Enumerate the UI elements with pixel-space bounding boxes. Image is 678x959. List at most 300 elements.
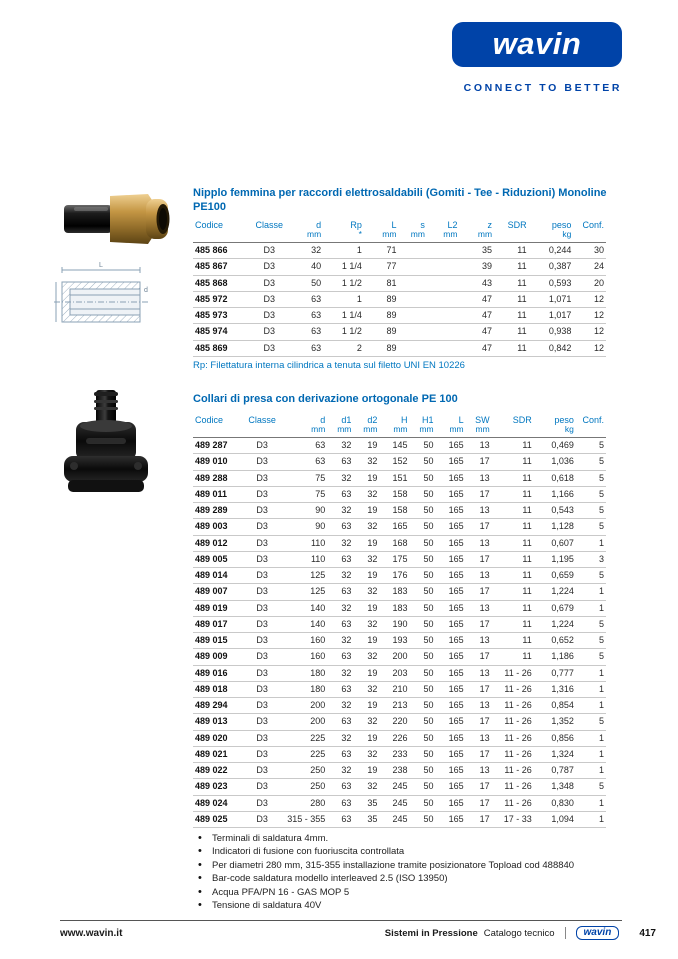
table-cell: 63: [291, 308, 324, 324]
table-cell: 5: [576, 486, 606, 502]
table-cell: 63: [327, 795, 353, 811]
table-cell: 1,195: [534, 551, 576, 567]
table-cell: 75: [281, 486, 327, 502]
table-cell: 200: [281, 698, 327, 714]
table-cell: 11: [492, 503, 534, 519]
table-cell: 0,938: [529, 324, 574, 340]
table-cell: 19: [353, 698, 379, 714]
table-cell: 1,186: [534, 649, 576, 665]
table-cell: 71: [364, 243, 399, 259]
table-cell: 50: [409, 616, 435, 632]
table-header-row: [193, 414, 606, 438]
section-title-collari: Collari di presa con derivazione ortogonale PE 100: [193, 393, 458, 405]
table-cell: 50: [409, 649, 435, 665]
table-cell: 0,652: [534, 633, 576, 649]
table-cell: 489 009: [193, 649, 243, 665]
table-row: [193, 438, 606, 454]
table-cell: D3: [248, 324, 291, 340]
table-cell: 11 - 26: [492, 714, 534, 730]
table-cell: 50: [409, 811, 435, 827]
table-cell: 5: [576, 714, 606, 730]
table-cell: 32: [327, 665, 353, 681]
table-cell: [427, 324, 460, 340]
table-cell: 489 011: [193, 486, 243, 502]
table-cell: 63: [291, 291, 324, 307]
table-cell: 489 005: [193, 551, 243, 567]
table-cell: 165: [436, 616, 466, 632]
note-item: • Bar-code saldatura modello interleaved 2.5 (ISO 13950): [196, 873, 616, 885]
table-cell: 35: [353, 795, 379, 811]
table-cell: 32: [353, 486, 379, 502]
table-cell: 63: [327, 551, 353, 567]
table-cell: 50: [409, 584, 435, 600]
table-cell: 89: [364, 291, 399, 307]
table-row: [193, 665, 606, 681]
column-header: d2 mm: [353, 414, 379, 438]
table-cell: 11: [492, 438, 534, 454]
table-cell: 200: [281, 714, 327, 730]
table-cell: 165: [436, 681, 466, 697]
table-cell: 11: [492, 519, 534, 535]
table-row: [193, 308, 606, 324]
table-cell: 165: [436, 698, 466, 714]
table-cell: 165: [436, 730, 466, 746]
table-cell: 17: [466, 714, 492, 730]
table-cell: 19: [353, 730, 379, 746]
table-cell: 1,348: [534, 779, 576, 795]
table-cell: 11: [494, 291, 529, 307]
table-cell: 5: [576, 779, 606, 795]
table-cell: 32: [353, 779, 379, 795]
column-header: z mm: [459, 219, 494, 243]
table-cell: 165: [436, 519, 466, 535]
table-cell: 50: [409, 600, 435, 616]
table-cell: 5: [576, 454, 606, 470]
column-header: peso kg: [529, 219, 574, 243]
table-cell: 90: [281, 503, 327, 519]
table-cell: 489 018: [193, 681, 243, 697]
table-cell: 11: [492, 600, 534, 616]
table-cell: 11 - 26: [492, 763, 534, 779]
table-cell: D3: [248, 275, 291, 291]
table-cell: 63: [327, 486, 353, 502]
table-cell: 11: [494, 275, 529, 291]
table-cell: D3: [243, 600, 281, 616]
table-cell: D3: [243, 470, 281, 486]
table-cell: 0,679: [534, 600, 576, 616]
table-cell: 11 - 26: [492, 730, 534, 746]
table-cell: 32: [353, 714, 379, 730]
table-cell: 0,777: [534, 665, 576, 681]
column-header: SDR: [492, 414, 534, 438]
table-cell: 489 012: [193, 535, 243, 551]
table-cell: 47: [459, 324, 494, 340]
table-cell: 165: [436, 649, 466, 665]
table-cell: 5: [576, 503, 606, 519]
table-row: [193, 746, 606, 762]
table-cell: 0,856: [534, 730, 576, 746]
table-cell: 11 - 26: [492, 698, 534, 714]
table-cell: 1: [576, 600, 606, 616]
table-row: [193, 568, 606, 584]
table-cell: 17: [466, 551, 492, 567]
table-cell: 489 289: [193, 503, 243, 519]
table-cell: 0,659: [534, 568, 576, 584]
table-cell: 165: [436, 535, 466, 551]
column-header: d mm: [281, 414, 327, 438]
table-cell: 1,352: [534, 714, 576, 730]
table-cell: 89: [364, 308, 399, 324]
table-cell: 11: [492, 584, 534, 600]
column-header: L mm: [364, 219, 399, 243]
table-row: [193, 291, 606, 307]
table-cell: 165: [436, 763, 466, 779]
table-row: [193, 340, 606, 356]
table-cell: 89: [364, 340, 399, 356]
table-row: [193, 551, 606, 567]
table-cell: 489 024: [193, 795, 243, 811]
table-cell: 19: [353, 763, 379, 779]
wavin-logo: [452, 22, 622, 67]
footer-catalog-title: Catalogo tecnico: [483, 927, 555, 939]
table-cell: 1,166: [534, 486, 576, 502]
column-header: Codice: [193, 414, 243, 438]
table-cell: 47: [459, 291, 494, 307]
table-row: [193, 584, 606, 600]
table-cell: 32: [327, 503, 353, 519]
table-cell: 180: [281, 665, 327, 681]
table-cell: 168: [379, 535, 409, 551]
brand-tagline: CONNECT TO BETTER: [463, 82, 622, 94]
table-cell: 485 869: [193, 340, 248, 356]
table-cell: D3: [248, 243, 291, 259]
column-header: Codice: [193, 219, 248, 243]
table-cell: 151: [379, 470, 409, 486]
table-cell: 165: [436, 584, 466, 600]
table-cell: 63: [327, 746, 353, 762]
table-cell: D3: [243, 568, 281, 584]
table-row: [193, 519, 606, 535]
table-cell: 280: [281, 795, 327, 811]
svg-text:L: L: [99, 262, 103, 269]
table-header-row: [193, 219, 606, 243]
table-cell: 489 025: [193, 811, 243, 827]
column-header: Conf.: [576, 414, 606, 438]
table-cell: 5: [576, 519, 606, 535]
table-cell: 1 1/4: [323, 308, 364, 324]
table-cell: 1,071: [529, 291, 574, 307]
table-cell: D3: [243, 503, 281, 519]
table-cell: 210: [379, 681, 409, 697]
table-cell: 32: [327, 600, 353, 616]
note-item: • Tensione di saldatura 40V: [196, 900, 616, 912]
column-header: L2 mm: [427, 219, 460, 243]
table-cell: 17: [466, 746, 492, 762]
footer-website: www.wavin.it: [60, 927, 123, 939]
table-cell: 32: [327, 763, 353, 779]
table-cell: 1,324: [534, 746, 576, 762]
table-cell: 32: [327, 730, 353, 746]
table-cell: 489 007: [193, 584, 243, 600]
table-cell: 5: [576, 470, 606, 486]
table-cell: 32: [353, 584, 379, 600]
table-cell: 489 015: [193, 633, 243, 649]
table-cell: D3: [243, 584, 281, 600]
table-cell: 20: [573, 275, 606, 291]
table-cell: 19: [353, 470, 379, 486]
table-cell: 183: [379, 600, 409, 616]
table-cell: 1: [576, 811, 606, 827]
table-cell: 11: [492, 470, 534, 486]
table-cell: 145: [379, 438, 409, 454]
table-cell: 0,244: [529, 243, 574, 259]
table-cell: 11: [492, 568, 534, 584]
table-cell: 32: [327, 633, 353, 649]
table-cell: 245: [379, 779, 409, 795]
table-cell: 1: [576, 665, 606, 681]
table-cell: 17: [466, 584, 492, 600]
table-cell: 0,618: [534, 470, 576, 486]
table-cell: 489 017: [193, 616, 243, 632]
table-cell: 1,128: [534, 519, 576, 535]
table-cell: 35: [459, 243, 494, 259]
table-cell: [398, 340, 426, 356]
table-cell: 11: [492, 633, 534, 649]
table-cell: 12: [573, 340, 606, 356]
table-cell: 50: [409, 486, 435, 502]
table-cell: 165: [436, 633, 466, 649]
table-cell: 47: [459, 308, 494, 324]
table-cell: 39: [459, 259, 494, 275]
table-row: [193, 275, 606, 291]
rp-footnote: Rp: Filettatura interna cilindrica a tenuta sul filetto UNI EN 10226: [193, 360, 465, 371]
table-cell: 489 013: [193, 714, 243, 730]
table-cell: 12: [573, 308, 606, 324]
table-row: [193, 243, 606, 259]
page-footer: [60, 920, 656, 940]
table-cell: 110: [281, 551, 327, 567]
table-cell: 19: [353, 503, 379, 519]
table-cell: 226: [379, 730, 409, 746]
table-cell: 11 - 26: [492, 779, 534, 795]
table-cell: 183: [379, 584, 409, 600]
table-cell: 13: [466, 633, 492, 649]
table-cell: 32: [327, 535, 353, 551]
table-cell: 32: [353, 681, 379, 697]
table-row: [193, 600, 606, 616]
footer-series-title: Sistemi in Pressione: [384, 927, 478, 939]
table-cell: 19: [353, 438, 379, 454]
table-cell: 11: [494, 324, 529, 340]
table-cell: 11: [494, 308, 529, 324]
table-cell: 485 867: [193, 259, 248, 275]
table-cell: 5: [576, 633, 606, 649]
table-cell: 13: [466, 698, 492, 714]
table-cell: 165: [436, 795, 466, 811]
table-cell: 489 003: [193, 519, 243, 535]
table-cell: 13: [466, 503, 492, 519]
table-cell: 17 - 33: [492, 811, 534, 827]
table-cell: 489 020: [193, 730, 243, 746]
table-cell: D3: [243, 746, 281, 762]
column-header: H mm: [379, 414, 409, 438]
table-cell: 160: [281, 633, 327, 649]
table-cell: 40: [291, 259, 324, 275]
table-cell: 176: [379, 568, 409, 584]
table-cell: 165: [436, 454, 466, 470]
table-cell: 19: [353, 633, 379, 649]
table-cell: 11: [492, 616, 534, 632]
table-cell: 11: [492, 486, 534, 502]
table-cell: 158: [379, 486, 409, 502]
table-cell: 50: [409, 503, 435, 519]
svg-text:d: d: [144, 287, 148, 294]
table-cell: 24: [573, 259, 606, 275]
table-cell: 19: [353, 535, 379, 551]
table-cell: 1: [323, 291, 364, 307]
table-row: [193, 811, 606, 827]
table-cell: 11: [494, 259, 529, 275]
table-cell: 13: [466, 470, 492, 486]
table-cell: 489 023: [193, 779, 243, 795]
table-cell: 50: [409, 730, 435, 746]
table-cell: D3: [243, 779, 281, 795]
table-row: [193, 763, 606, 779]
table-cell: 233: [379, 746, 409, 762]
table-row: [193, 503, 606, 519]
table-row: [193, 681, 606, 697]
table-cell: 19: [353, 568, 379, 584]
table-cell: 180: [281, 681, 327, 697]
table-cell: 11: [492, 454, 534, 470]
table-cell: 13: [466, 438, 492, 454]
table-cell: 1,316: [534, 681, 576, 697]
table-cell: 200: [379, 649, 409, 665]
table-cell: 19: [353, 665, 379, 681]
table-cell: 77: [364, 259, 399, 275]
table-cell: 90: [281, 519, 327, 535]
table-cell: 11: [492, 535, 534, 551]
table-cell: 165: [436, 503, 466, 519]
table-cell: 50: [409, 568, 435, 584]
table-cell: D3: [248, 291, 291, 307]
table-cell: D3: [248, 259, 291, 275]
table-cell: 32: [327, 470, 353, 486]
product-photo-saddle: [56, 388, 154, 500]
table-cell: 489 287: [193, 438, 243, 454]
footer-page-number: 417: [639, 927, 656, 939]
table-cell: 250: [281, 763, 327, 779]
table-cell: 0,387: [529, 259, 574, 275]
table-cell: [398, 308, 426, 324]
table-cell: 1,224: [534, 616, 576, 632]
table-cell: [427, 340, 460, 356]
table-cell: 13: [466, 730, 492, 746]
table-cell: 165: [379, 519, 409, 535]
table-cell: 75: [281, 470, 327, 486]
table-cell: 165: [436, 486, 466, 502]
table-row: [193, 649, 606, 665]
table-cell: 165: [436, 551, 466, 567]
table-cell: 125: [281, 584, 327, 600]
table-cell: 17: [466, 811, 492, 827]
table-cell: D3: [243, 535, 281, 551]
table-cell: 17: [466, 454, 492, 470]
table-cell: 489 021: [193, 746, 243, 762]
table-row: [193, 470, 606, 486]
table-cell: 489 294: [193, 698, 243, 714]
table-cell: 13: [466, 535, 492, 551]
table-cell: D3: [243, 665, 281, 681]
table-cell: 50: [409, 454, 435, 470]
table-cell: D3: [243, 763, 281, 779]
table-cell: 250: [281, 779, 327, 795]
table-cell: 17: [466, 616, 492, 632]
table-cell: 32: [353, 746, 379, 762]
table-cell: 11 - 26: [492, 746, 534, 762]
table-cell: 0,787: [534, 763, 576, 779]
section-title-nipplo: Nipplo femmina per raccordi elettrosaldabili (Gomiti - Tee - Riduzioni) Monoline PE100: [193, 187, 607, 214]
table-cell: 1,094: [534, 811, 576, 827]
table-cell: 13: [466, 763, 492, 779]
table-cell: 32: [327, 698, 353, 714]
table-cell: 165: [436, 438, 466, 454]
table-cell: 11: [492, 551, 534, 567]
table-cell: 0,469: [534, 438, 576, 454]
table-cell: 1: [323, 243, 364, 259]
table-cell: [427, 275, 460, 291]
table-cell: 11 - 26: [492, 795, 534, 811]
table-row: [193, 698, 606, 714]
table-cell: 43: [459, 275, 494, 291]
table-row: [193, 633, 606, 649]
table-cell: 485 973: [193, 308, 248, 324]
table-cell: D3: [243, 454, 281, 470]
table-cell: 17: [466, 795, 492, 811]
column-header: Classe: [248, 219, 291, 243]
table-cell: 5: [576, 568, 606, 584]
table-cell: D3: [243, 616, 281, 632]
table-row: [193, 454, 606, 470]
table-cell: 3: [576, 551, 606, 567]
table-cell: 203: [379, 665, 409, 681]
table-cell: 50: [409, 519, 435, 535]
table-cell: 489 019: [193, 600, 243, 616]
table-cell: 32: [353, 649, 379, 665]
table-cell: 245: [379, 795, 409, 811]
table-cell: 0,543: [534, 503, 576, 519]
saddle-fitting-image: [56, 388, 154, 500]
table-cell: 63: [281, 438, 327, 454]
table-cell: 489 014: [193, 568, 243, 584]
wavin-logo-text: wavin: [492, 25, 582, 61]
table-cell: 0,607: [534, 535, 576, 551]
table-cell: [427, 243, 460, 259]
table-cell: D3: [243, 486, 281, 502]
table-cell: 50: [409, 438, 435, 454]
table-row: [193, 730, 606, 746]
table-row: [193, 259, 606, 275]
table-cell: [427, 291, 460, 307]
table-cell: 13: [466, 665, 492, 681]
table-cell: 50: [409, 746, 435, 762]
table-cell: 165: [436, 811, 466, 827]
table-cell: D3: [243, 681, 281, 697]
table-cell: 11: [494, 340, 529, 356]
column-header: peso kg: [534, 414, 576, 438]
table-row: [193, 779, 606, 795]
table-cell: 32: [353, 551, 379, 567]
